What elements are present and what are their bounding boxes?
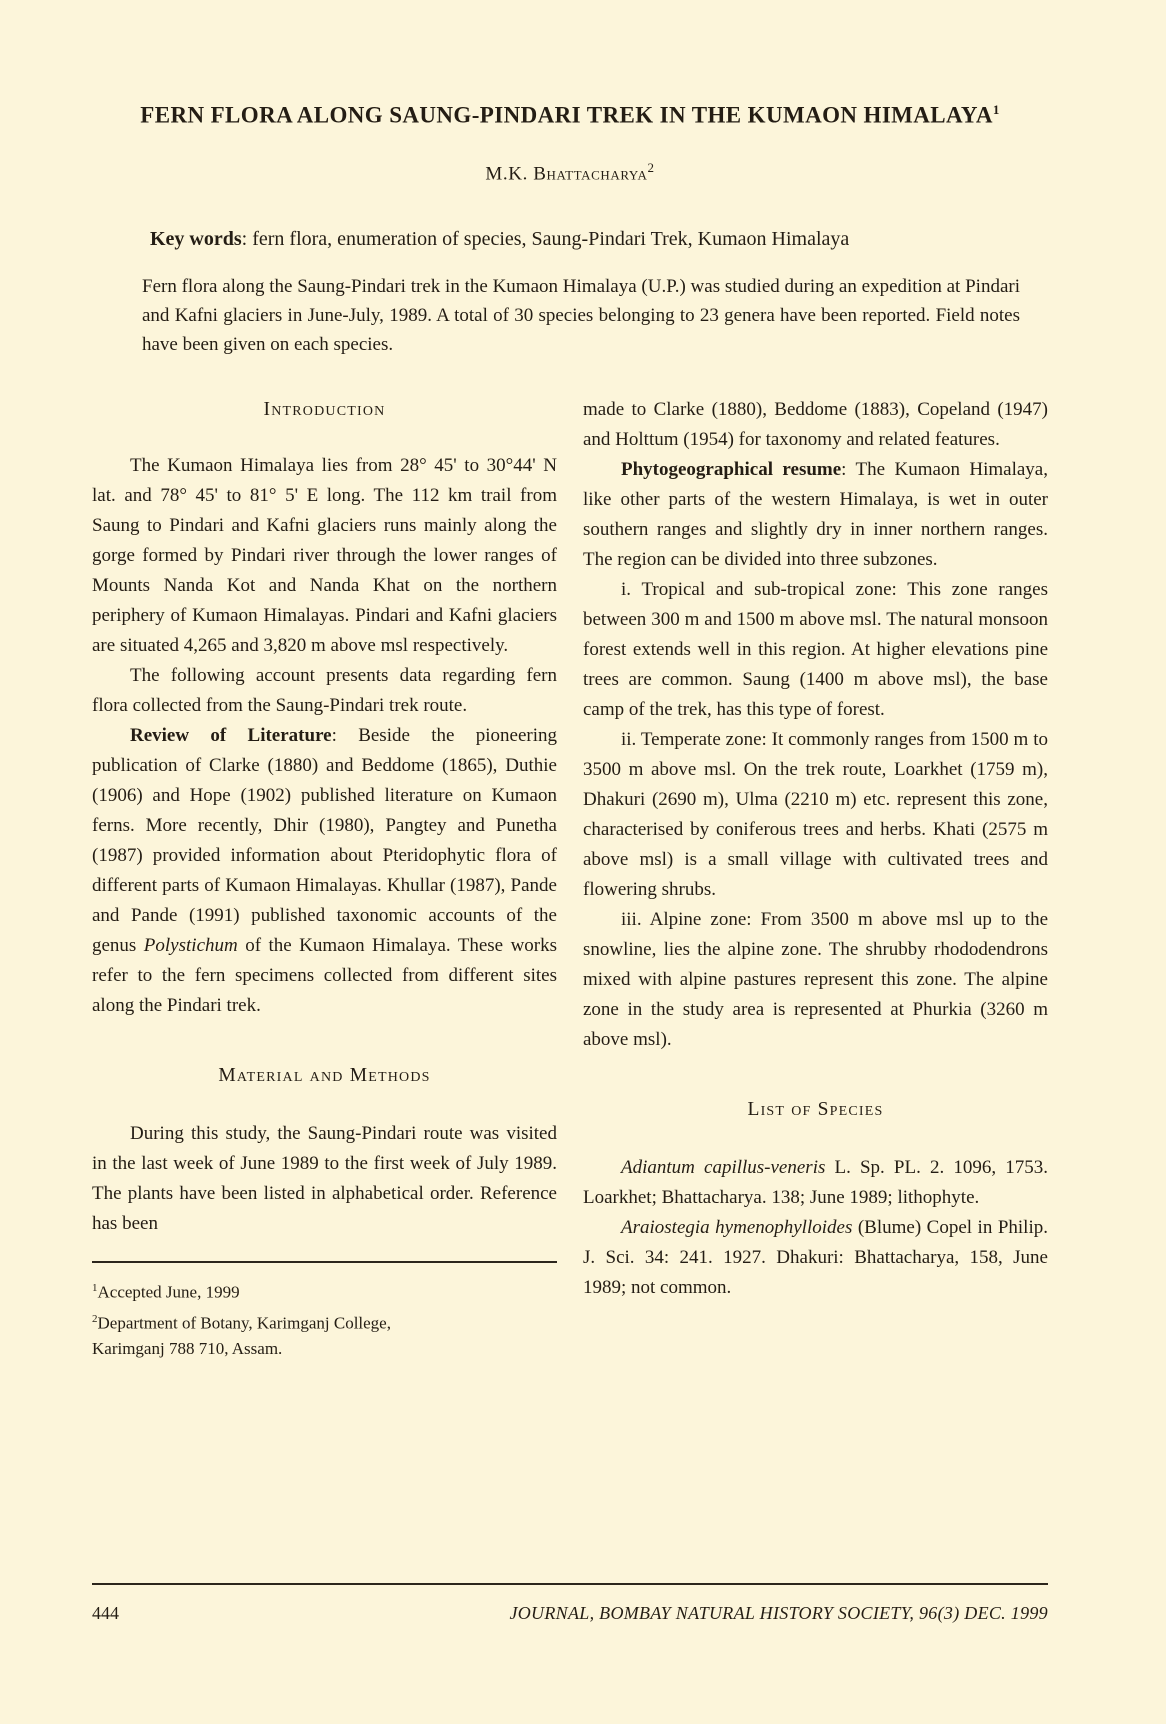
author-name: M.K. Bhattacharya <box>485 162 648 184</box>
article-title-text: FERN FLORA ALONG SAUNG-PINDARI TREK IN THE KUMAON HIMALAYA <box>140 102 993 128</box>
footnote-1 <box>92 1275 557 1306</box>
review-of-literature-paragraph <box>92 721 557 1021</box>
title-footnote-marker: 1 <box>992 102 1000 117</box>
intro-paragraph-1: The Kumaon Himalaya lies from 28° 45' to 30°44' N lat. and 78° 45' to 81° 5' E long. The 112 km trail from Saung to Pindari and Kafni glaciers runs mainly along the gorge formed by Pindari river through the lower ranges of Mounts Nanda Kot and Nanda Khat on the northern periphery of Kumaon Himalayas. Pindari and Kafni glaciers are situated 4,265 and 3,820 m above msl respectively. <box>92 454 557 656</box>
keywords-label: Key words <box>150 227 242 250</box>
zone-iii-paragraph: iii. Alpine zone: From 3500 m above msl up to the snowline, lies the alpine zone. The shrubby rhododendrons mixed with alpine pastures represent this zone. The alpine zone in the study area is represented at Phurkia (3260 m above msl). <box>583 908 1048 1050</box>
footnote-2 <box>92 1306 557 1337</box>
methods-paragraph: During this study, the Saung-Pindari route was visited in the last week of June 1989 to the first week of July 1989. The plants have been listed in alphabetical order. Reference has been <box>92 1122 557 1234</box>
phytogeographical-resume-text: : The Kumaon Himalaya, like other parts of the western Himalaya, is wet in outer southern ranges and slightly dry in inner northern ranges. The region can be divided into three subzones. <box>583 458 1048 570</box>
journal-citation: JOURNAL, BOMBAY NATURAL HISTORY SOCIETY, 96(3) DEC. 1999 <box>509 1603 1048 1623</box>
abstract-paragraph: Fern flora along the Saung-Pindari trek in the Kumaon Himalaya (U.P.) was studied during an expedition at Pindari and Kafni glaciers in June-July, 1989. A total of 30 species belonging to 23 genera have been reported. Field notes have been given on each species. <box>142 275 1020 355</box>
page-footer <box>92 1583 1048 1624</box>
review-of-literature-label: Review of Literature <box>130 724 332 746</box>
footnote-2-text: Department of Botany, Karimganj College, <box>97 1313 391 1333</box>
footnotes <box>92 1275 557 1362</box>
species-2-name-italic: Araiostegia hymenophylloides <box>621 1216 853 1238</box>
phytogeographical-resume-label: Phytogeographical resume <box>621 458 842 480</box>
continued-paragraph: made to Clarke (1880), Beddome (1883), Copeland (1947) and Holttum (1954) for taxonomy and related features. <box>583 398 1048 450</box>
species-entry-1 <box>583 1153 1048 1213</box>
left-column <box>92 395 557 1362</box>
species-2-text: (Blume) Copel in Philip. J. Sci. 34: 241. 1927. Dhakuri: Bhattacharya, 158, June 1989; not common. <box>583 1216 1048 1298</box>
genus-name-italic: Polystichum <box>143 934 238 956</box>
species-entry-2 <box>583 1213 1048 1303</box>
footnote-1-marker: 1 <box>92 1281 98 1294</box>
section-heading-introduction: Introduction <box>263 398 386 420</box>
footnote-1-text: Accepted June, 1999 <box>97 1282 240 1302</box>
review-text-a: : Beside the pioneering publication of Clarke (1880) and Beddome (1865), Duthie (1906) and Hope (1902) published literature on Kumaon ferns. More recently, Dhir (1980), Pangtey and Punetha (1987) provided information about Pteridophytic flora of different parts of Kumaon Himalayas. Khullar (1987), Pande and Pande (1991) published taxonomic accounts of the genus <box>92 724 557 956</box>
intro-paragraph-2: The following account presents data regarding fern flora collected from the Saung-Pindari trek route. <box>92 664 557 716</box>
zone-i-paragraph: i. Tropical and sub-tropical zone: This zone ranges between 300 m and 1500 m above msl. The natural monsoon forest extends well in this region. At higher elevations pine trees are common. Saung (1400 m above msl), the base camp of the trek, has this type of forest. <box>583 578 1048 720</box>
footnote-divider <box>92 1261 557 1263</box>
keywords-text: : fern flora, enumeration of species, Saung-Pindari Trek, Kumaon Himalaya <box>241 227 850 250</box>
page-number: 444 <box>92 1603 119 1623</box>
species-1-name-italic: Adiantum capillus-veneris <box>621 1156 826 1178</box>
keywords-line <box>150 227 1018 252</box>
author-line <box>92 160 1048 185</box>
species-1-text: L. Sp. PL. 2. 1096, 1753. Loarkhet; Bhattacharya. 138; June 1989; lithophyte. <box>583 1156 1048 1208</box>
section-heading-material-methods: Material and Methods <box>218 1064 431 1086</box>
footnote-2-cont-text: Karimganj 788 710, Assam. <box>92 1339 283 1359</box>
phytogeographical-resume-paragraph <box>583 455 1048 575</box>
footnote-2-continuation <box>92 1336 557 1362</box>
author-footnote-marker: 2 <box>647 159 655 175</box>
two-column-body <box>92 395 1048 1362</box>
footnote-2-marker: 2 <box>92 1312 98 1325</box>
review-text-b: of the Kumaon Himalaya. These works refer to the fern specimens collected from different sites along the Pindari trek. <box>92 934 558 1016</box>
section-heading-list-of-species: List of Species <box>747 1098 884 1120</box>
article-title <box>92 96 1048 130</box>
right-column <box>583 395 1048 1362</box>
zone-ii-paragraph: ii. Temperate zone: It commonly ranges from 1500 m to 3500 m above msl. On the trek route, Loarkhet (1759 m), Dhakuri (2690 m), Ulma (2210 m) etc. represent this zone, characterised by coniferous trees and herbs. Khati (2575 m above msl) is a small village with cultivated trees and flowering shrubs. <box>583 728 1048 900</box>
